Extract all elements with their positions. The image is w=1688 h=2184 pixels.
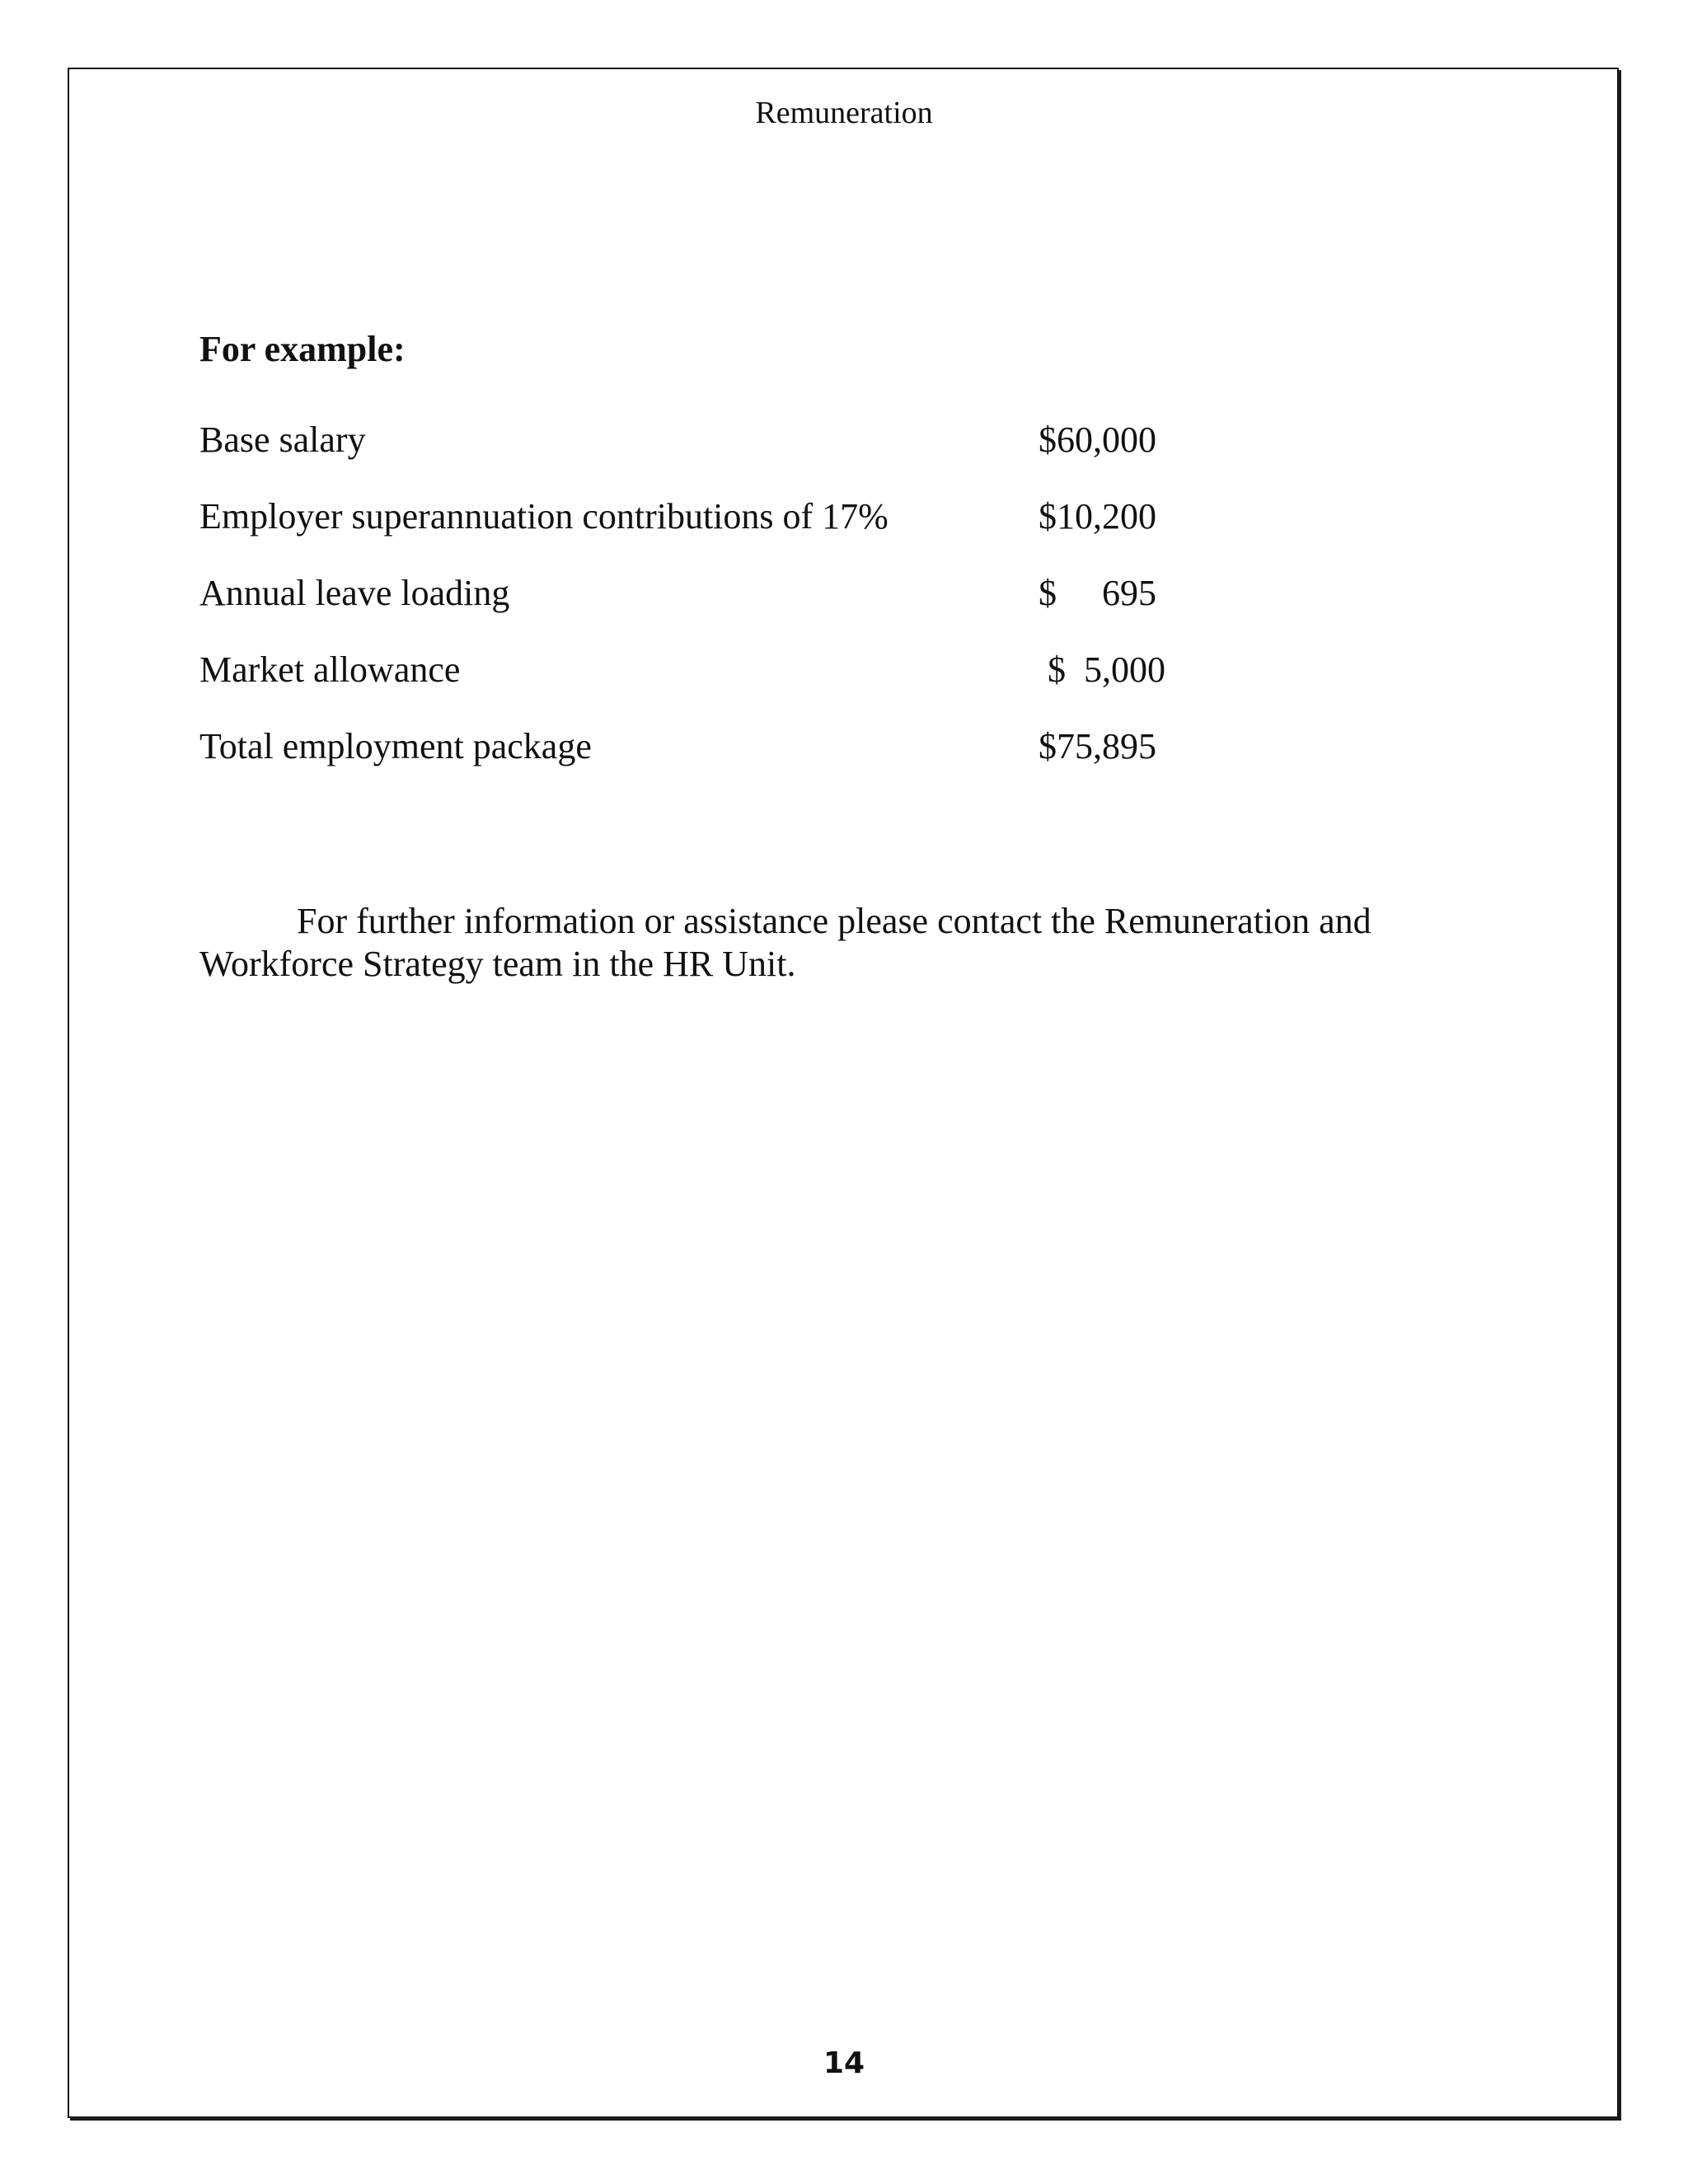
row-value: $75,895 [1039,726,1156,766]
running-header: Remuneration [755,96,933,130]
page-border [68,68,1619,2118]
row-label: Total employment package [199,726,592,766]
contact-paragraph: For further information or assistance please contact the Remuneration and Workforce Strategy team in the HR Unit. [199,901,1372,984]
table-row-superannuation [199,496,1172,575]
row-label: Market allowance [199,649,461,690]
row-value: $60,000 [1039,419,1156,460]
row-value: $ 695 [1039,573,1156,613]
table-row-total-package [199,726,1172,805]
row-label: Annual leave loading [199,573,510,613]
table-row-base-salary [199,419,1172,499]
example-heading: For example: [199,329,406,369]
row-label: Base salary [199,419,366,460]
row-value: $ 5,000 [1039,649,1165,690]
remuneration-example-table [199,419,1172,805]
row-label: Employer superannuation contributions of 17% [199,496,889,537]
row-value: $10,200 [1039,496,1156,537]
page-number: 14 [823,2046,865,2080]
table-row-leave-loading [199,575,1172,652]
table-row-market-allowance [199,649,1172,729]
